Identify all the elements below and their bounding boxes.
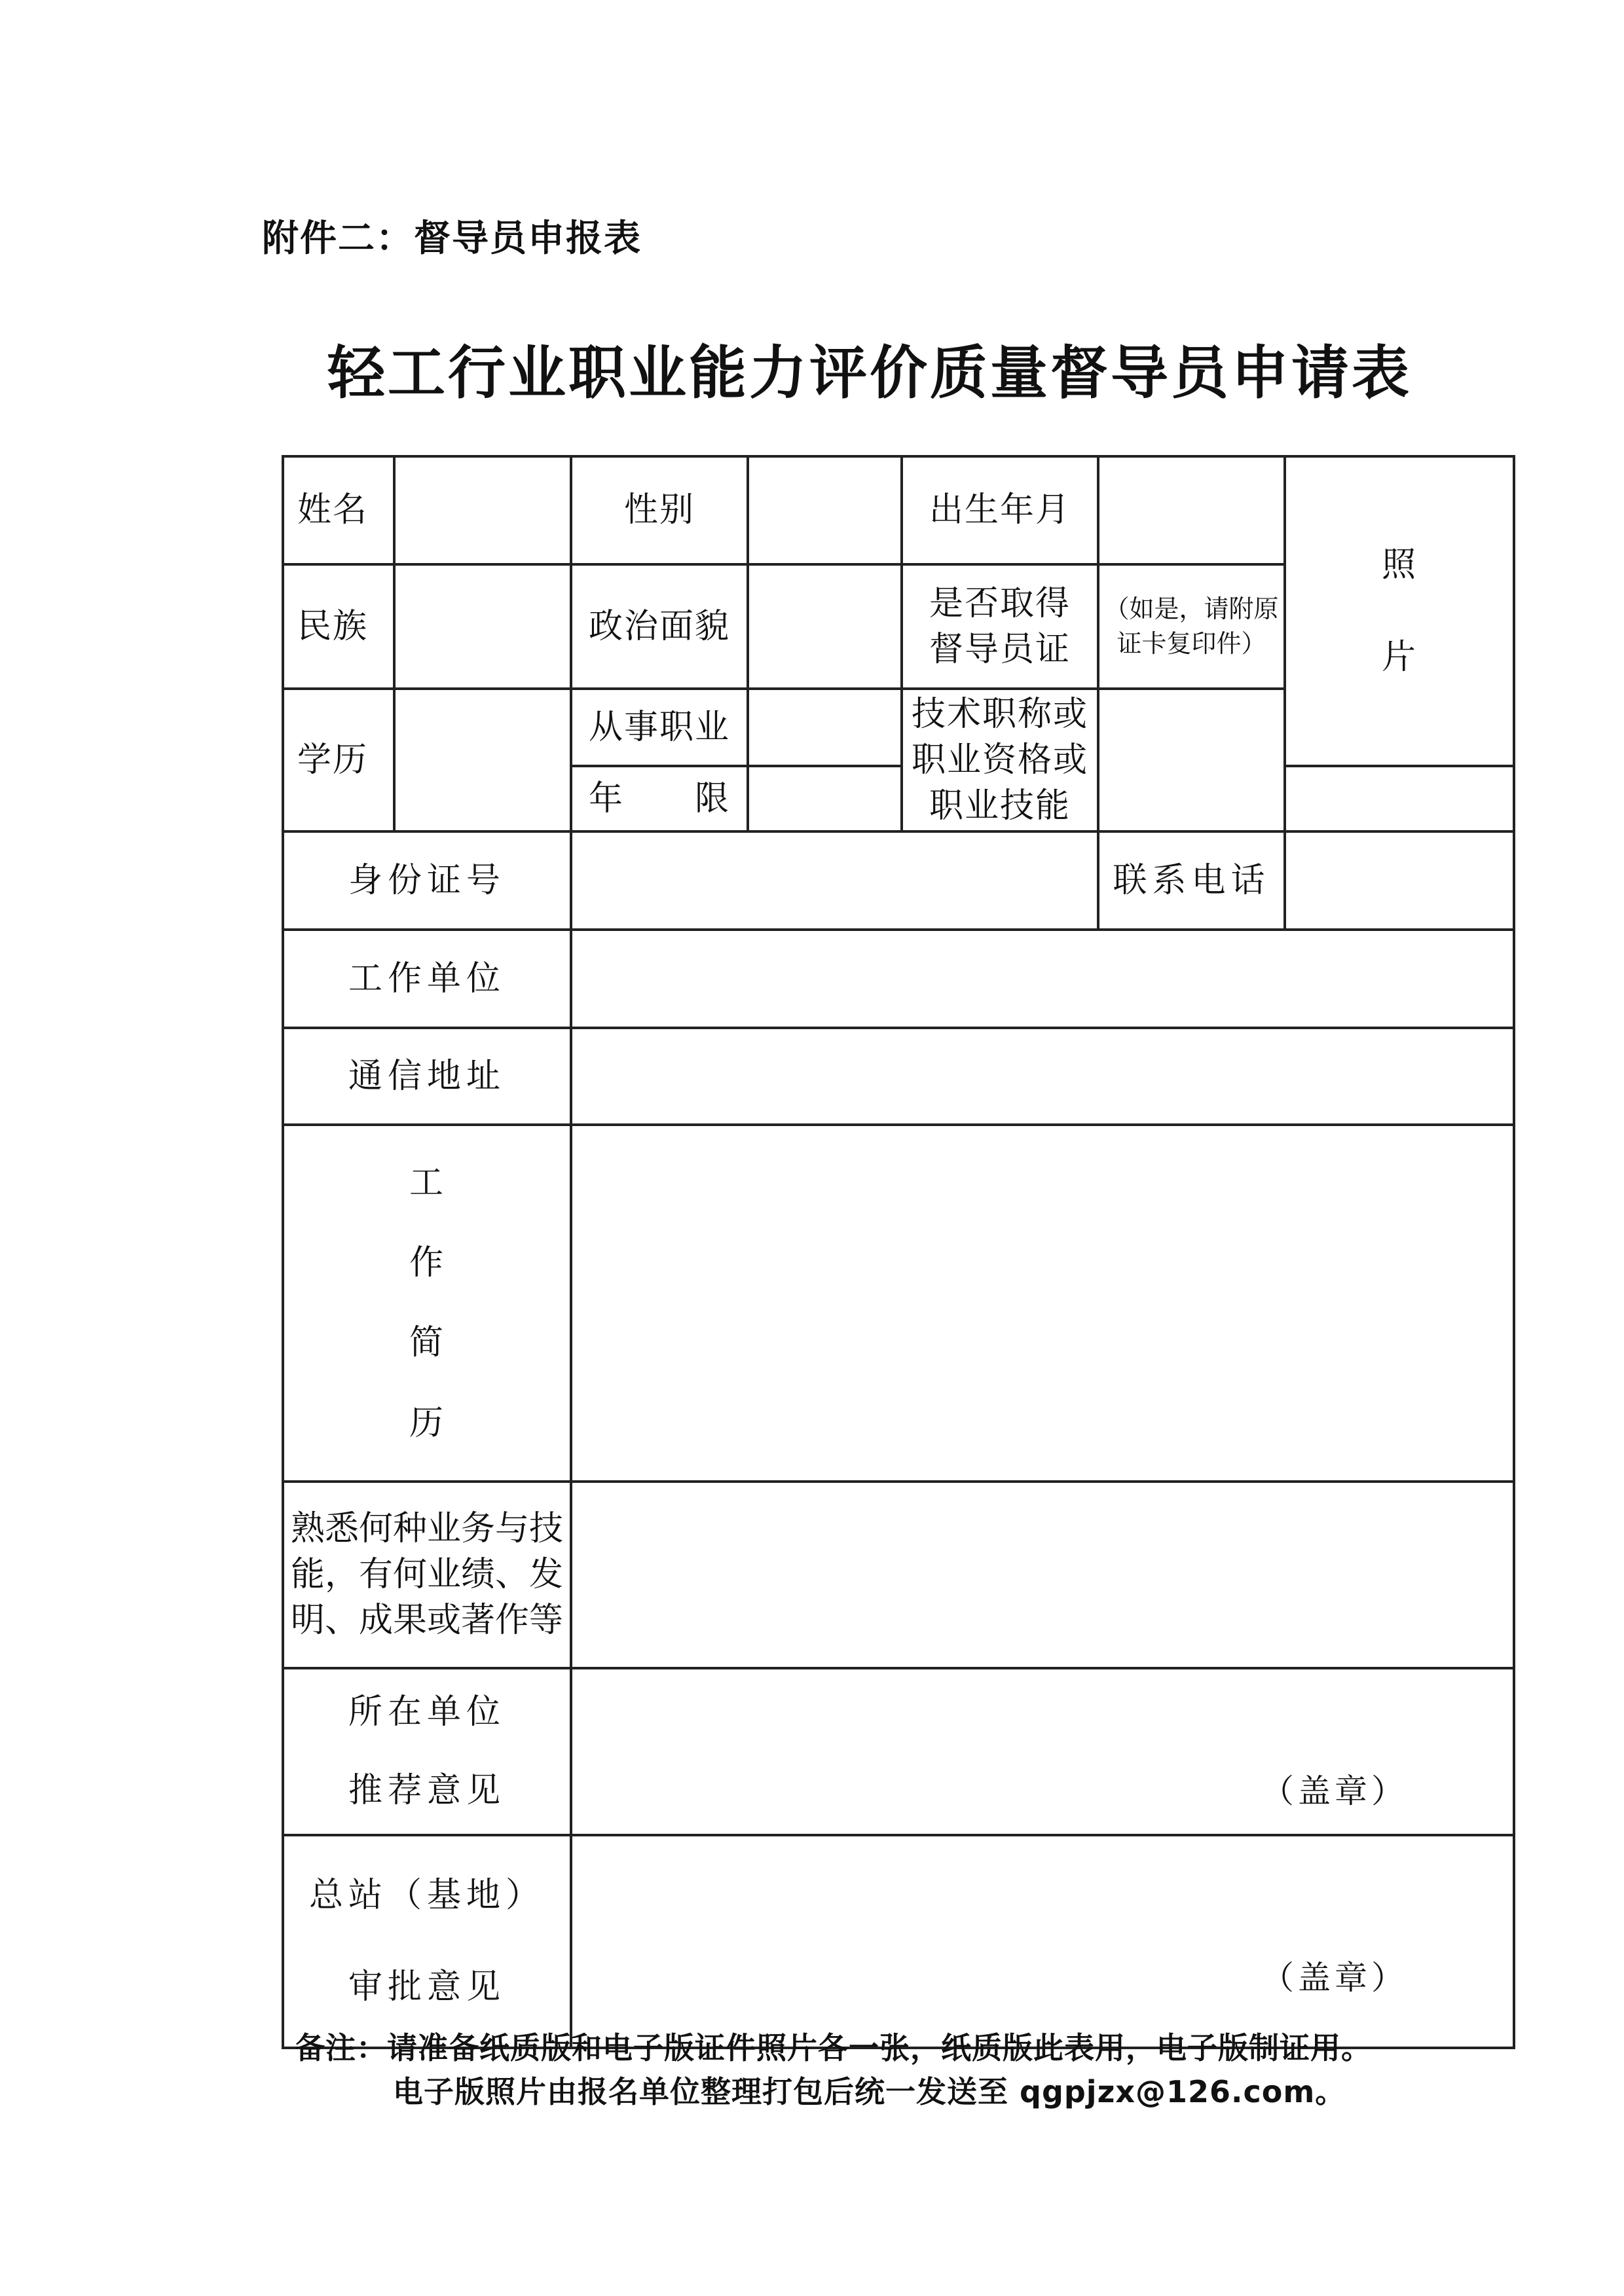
hq-opinion-field[interactable] — [571, 1835, 1514, 2048]
supervisor-cert-line-2: 督导员证 — [929, 630, 1071, 669]
name-label: 姓名 — [283, 456, 394, 564]
professional-title-line-3: 职业技能 — [929, 786, 1071, 826]
phone-label: 联系电话 — [1098, 831, 1285, 930]
address-field[interactable] — [571, 1028, 1514, 1125]
skills-line-3: 明、成果或著作等 — [290, 1601, 563, 1641]
notes — [295, 2026, 1539, 2113]
id-number-label: 身份证号 — [283, 831, 571, 930]
years-field[interactable] — [748, 766, 902, 831]
resume-field[interactable] — [571, 1125, 1514, 1482]
ethnicity-field[interactable] — [394, 564, 571, 689]
photo-label-2: 片 — [1381, 637, 1417, 677]
skills-field[interactable] — [571, 1482, 1514, 1668]
education-label: 学历 — [283, 689, 394, 831]
application-form — [282, 455, 1515, 2049]
phone-field[interactable] — [1285, 831, 1514, 930]
occupation-label: 从事职业 — [571, 689, 748, 766]
occupation-field[interactable] — [748, 689, 902, 766]
resume-char-2: 作 — [409, 1243, 445, 1283]
years-label: 年 限 — [571, 766, 748, 831]
photo-cell[interactable] — [1285, 456, 1514, 766]
skills-label — [283, 1482, 571, 1668]
resume-char-4: 历 — [409, 1403, 445, 1443]
professional-title-line-1: 技术职称或 — [911, 694, 1088, 734]
supervisor-cert-line-1: 是否取得 — [929, 583, 1071, 623]
hq-opinion-label — [283, 1835, 571, 2048]
unit-seal-note: （盖章） — [1261, 1772, 1408, 1811]
work-unit-field[interactable] — [571, 930, 1514, 1028]
attachment-label: 附件二：督导员申报表 — [262, 217, 642, 260]
hq-opinion-line-2: 审批意见 — [348, 1967, 506, 2007]
supervisor-cert-note[interactable] — [1098, 564, 1285, 689]
unit-opinion-line-2: 推荐意见 — [348, 1771, 506, 1811]
political-label: 政治面貌 — [571, 564, 748, 689]
resume-char-1: 工 — [409, 1163, 445, 1203]
professional-title-label — [902, 689, 1098, 831]
cert-note-line-1: （如是，请附原 — [1104, 594, 1279, 623]
political-field[interactable] — [748, 564, 902, 689]
photo-label-1: 照 — [1381, 545, 1417, 585]
birth-field[interactable] — [1098, 456, 1285, 564]
skills-line-2: 能，有何业绩、发 — [290, 1555, 563, 1595]
address-label: 通信地址 — [283, 1028, 571, 1125]
name-field[interactable] — [394, 456, 571, 564]
unit-opinion-line-1: 所在单位 — [348, 1692, 506, 1732]
ethnicity-label: 民族 — [283, 564, 394, 689]
birth-label: 出生年月 — [902, 456, 1098, 564]
professional-title-line-2: 职业资格或 — [911, 740, 1088, 780]
gender-field[interactable] — [748, 456, 902, 564]
resume-char-3: 简 — [409, 1323, 445, 1363]
unit-opinion-field[interactable] — [571, 1668, 1514, 1835]
hq-opinion-line-1: 总站（基地） — [308, 1876, 545, 1916]
education-field[interactable] — [394, 689, 571, 831]
id-number-field[interactable] — [571, 831, 1098, 930]
page-title: 轻工行业职业能力评价质量督导员申请表 — [327, 339, 1412, 407]
professional-title-field[interactable] — [1098, 689, 1285, 831]
cert-note-line-2: 证卡复印件） — [1116, 629, 1266, 658]
skills-line-1: 熟悉何种业务与技 — [290, 1508, 563, 1548]
gender-label: 性别 — [571, 456, 748, 564]
photo-bottom-spacer — [1285, 766, 1514, 831]
notes-line-1: 备注：请准备纸质版和电子版证件照片各一张，纸质版此表用，电子版制证用。 — [295, 2030, 1372, 2066]
hq-seal-note: （盖章） — [1261, 1959, 1408, 1997]
unit-opinion-label — [283, 1668, 571, 1835]
supervisor-cert-label — [902, 564, 1098, 689]
notes-line-2: 电子版照片由报名单位整理打包后统一发送至 qgpjzx@126.com。 — [393, 2073, 1346, 2109]
work-unit-label: 工作单位 — [283, 930, 571, 1028]
resume-label — [283, 1125, 571, 1482]
